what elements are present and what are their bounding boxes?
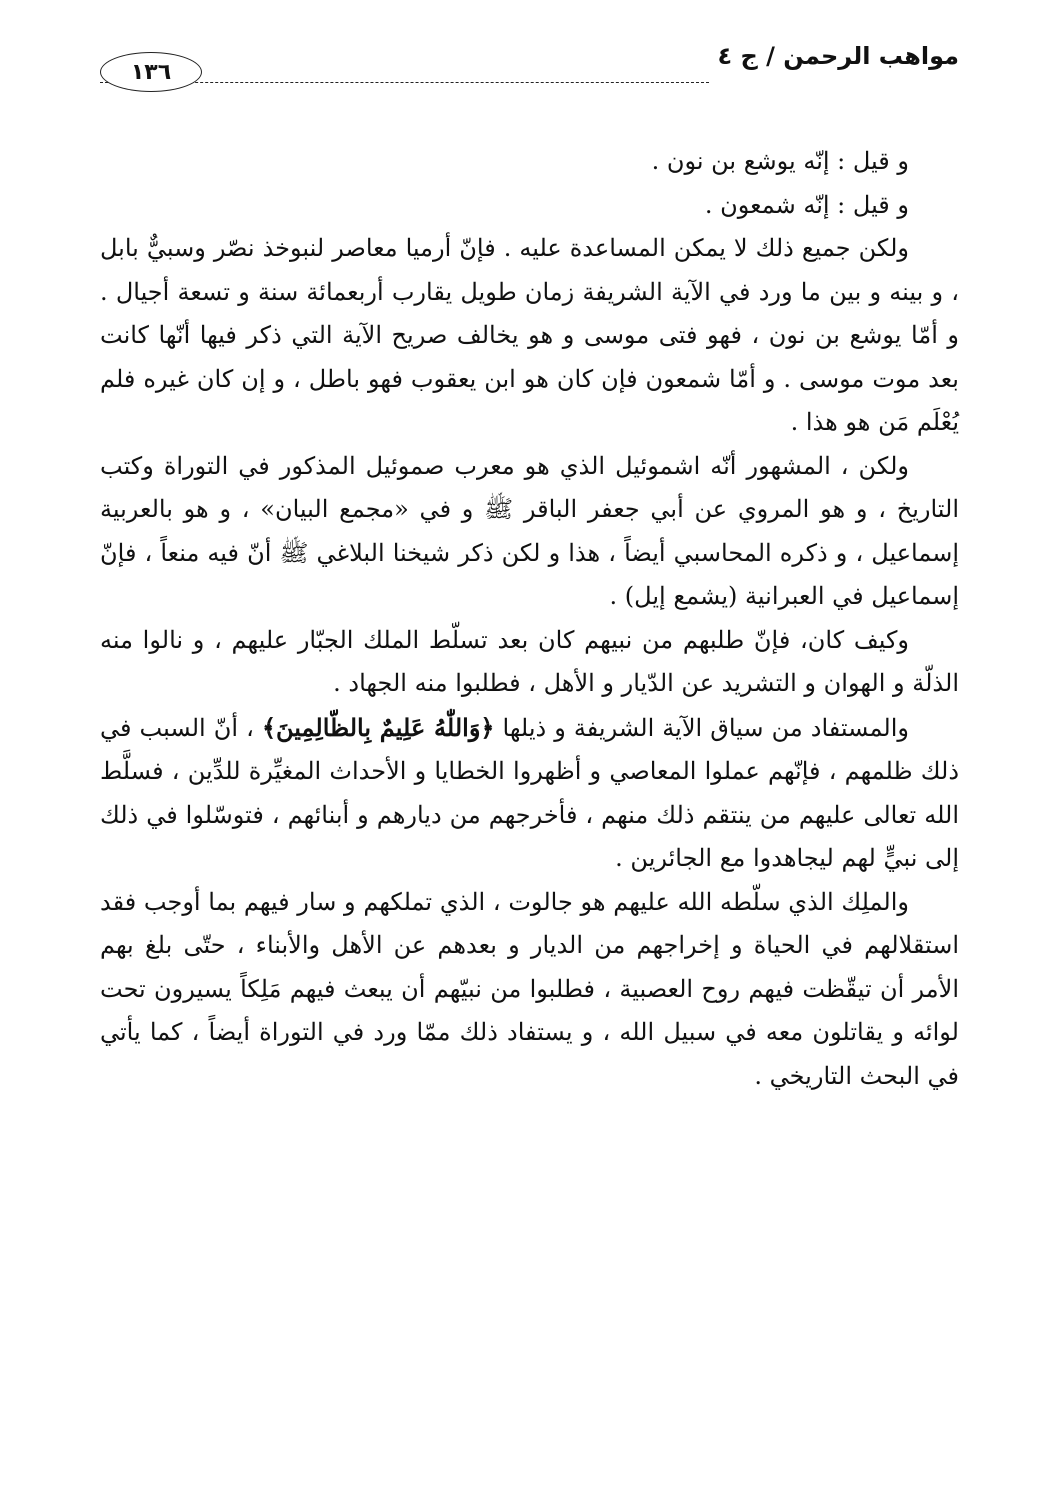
verse-paragraph [100, 706, 959, 881]
paragraph: والملِك الذي سلّطه الله عليهم هو جالوت ، الذي تملكهم و سار فيهم بما أوجب فقد استقلالهم في الحياة و إخراجهم من الديار و بعدهم عن الأهل والأبناء ، حتّى بلغ بهم الأمر أن تيقّظت فيهم روح العصبية ، فطلبوا من نبيّهم أن يبعث فيهم مَلِكاً يسيرون تحت لوائه و يقاتلون معه في سبيل الله ، و يستفاد ذلك ممّا ورد في التوراة أيضاً ، كما يأتي في البحث التاريخي . [100, 887, 959, 1090]
paragraph: وكيف كان، فإنّ طلبهم من نبيهم كان بعد تسلّط الملك الجبّار عليهم ، و نالوا منه الذلّة و الهوان و التشريد عن الدّيار و الأهل ، فطلبوا منه الجهاد . [100, 625, 959, 697]
paragraph: و قيل : إنّه شمعون . [704, 190, 909, 219]
paragraph-continuation: السبب في ذلك ظلمهم ، فإنّهم عملوا المعاصي و أظهروا الخطايا و الأحداث المغيِّرة للدِّين ، فسلَّط الله تعالى عليهم من ينتقم ذلك منهم ، فأخرجهم من ديارهم و أبنائهم ، فتوسّلوا في ذلك إلى نبيٍّ لهم ليجاهدوا مع الجائرين . [100, 713, 960, 872]
page-header [100, 38, 959, 94]
paragraph: ولكن جميع ذلك لا يمكن المساعدة عليه . فإنّ أرميا معاصر لنبوخذ نصّر وسبيٌّ بابل ، و بينه و بين ما ورد في الآية الشريفة زمان طويل يقارب أربعمائة سنة و تسعة أجيال . و أمّا يوشع بن نون ، فهو فتى موسى و هو يخالف صريح الآية التي ذكر فيها أنّها كانت بعد موت موسى . و أمّا شمعون فإن كان هو ابن يعقوب فهو باطل ، و إن كان غيره فلم يُعْلَم مَن هو هذا . [100, 234, 960, 436]
quran-verse: ﴿وَاللّٰهُ عَلِيمٌ بِالظّالِمِينَ﴾ [261, 712, 495, 742]
book-title: مواهب الرحمن / ج ٤ [717, 42, 959, 70]
body-text [100, 140, 959, 1098]
verse-lead-text: والمستفاد من سياق الآية الشريفة و ذيلها [494, 713, 909, 742]
paragraph: و قيل : إنّه يوشع بن نون . [651, 147, 909, 175]
verse-tail-text: ، أنّ [213, 713, 254, 742]
paragraph: ولكن ، المشهور أنّه اشموئيل الذي هو معرب صموئيل المذكور في التوراة وكتب التاريخ ، و هو المروي عن أبي جعفر الباقر ﷺ و في «مجمع البيان» ، و هو بالعربية إسماعيل ، و ذكره المحاسبي أيضاً ، هذا و لكن ذكر شيخنا البلاغي ﷺ أنّ فيه منعاً ، فإنّ إسماعيل في العبرانية (يشمع إيل) . [100, 451, 960, 610]
page-number: ١٣٦ [100, 52, 202, 92]
